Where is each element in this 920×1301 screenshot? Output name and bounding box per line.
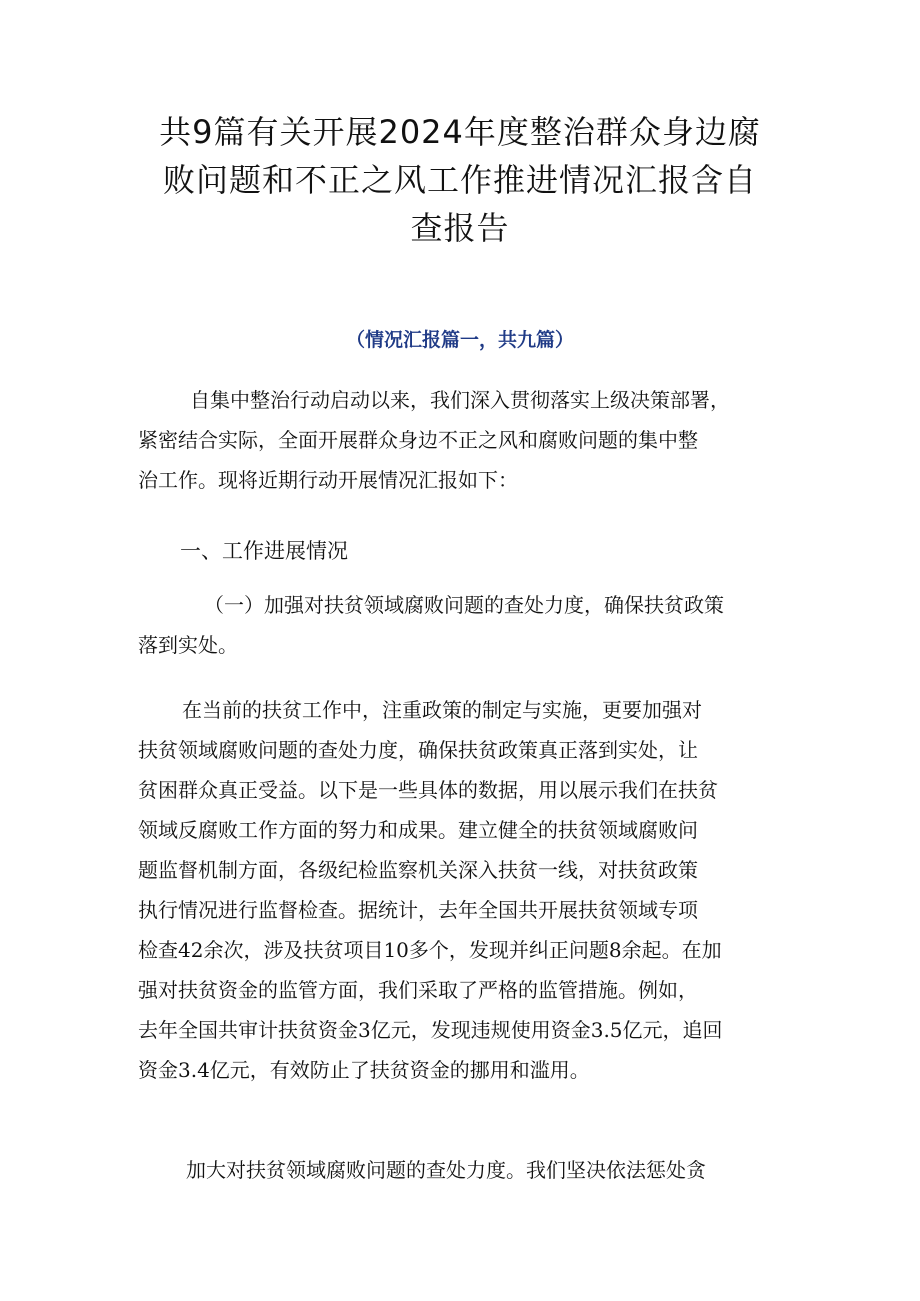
intro-paragraph — [138, 380, 798, 500]
paragraph-line: 落到实处。 — [138, 633, 238, 657]
title-line: 共9篇有关开展2024年度整治群众身边腐 — [159, 113, 761, 151]
paragraph-line: 检查42余次，涉及扶贫项目10多个，发现并纠正问题8余起。在加 — [138, 938, 722, 962]
section-heading: 一、工作进展情况 — [180, 539, 348, 563]
body-paragraph — [138, 690, 798, 1090]
paragraph-line: 执行情况进行监督检查。据统计，去年全国共开展扶贫领域专项 — [138, 898, 698, 922]
paragraph-line: 领域反腐败工作方面的努力和成果。建立健全的扶贫领域腐败问 — [138, 818, 698, 842]
paragraph-line: 强对扶贫资金的监管方面，我们采取了严格的监管措施。例如， — [138, 978, 698, 1002]
paragraph-line: 扶贫领域腐败问题的查处力度，确保扶贫政策真正落到实处，让 — [138, 738, 698, 762]
title-line: 败问题和不正之风工作推进情况汇报含自 — [162, 161, 757, 199]
body-paragraph — [138, 1150, 798, 1190]
document-title — [130, 108, 790, 252]
paragraph-line: 治工作。现将近期行动开展情况汇报如下： — [138, 468, 518, 492]
paragraph-line: 去年全国共审计扶贫资金3亿元，发现违规使用资金3.5亿元，追回 — [138, 1018, 723, 1042]
paragraph-line: 加大对扶贫领域腐败问题的查处力度。我们坚决依法惩处贪 — [186, 1158, 706, 1182]
paragraph-line: 题监督机制方面，各级纪检监察机关深入扶贫一线，对扶贫政策 — [138, 858, 698, 882]
paragraph-line: 在当前的扶贫工作中，注重政策的制定与实施，更要加强对 — [182, 698, 702, 722]
subheading-paragraph — [138, 585, 798, 665]
paragraph-line: 自集中整治行动启动以来，我们深入贯彻落实上级决策部署， — [190, 388, 730, 412]
paragraph-line: 资金3.4亿元，有效防止了扶贫资金的挪用和滥用。 — [138, 1058, 590, 1082]
paragraph-line: （一）加强对扶贫领域腐败问题的查处力度，确保扶贫政策 — [204, 593, 724, 617]
title-line: 查报告 — [410, 209, 510, 247]
paragraph-line: 紧密结合实际，全面开展群众身边不正之风和腐败问题的集中整 — [138, 428, 698, 452]
paragraph-line: 贫困群众真正受益。以下是一些具体的数据，用以展示我们在扶贫 — [138, 778, 718, 802]
section-tag: （情况汇报篇一，共九篇） — [345, 329, 574, 351]
